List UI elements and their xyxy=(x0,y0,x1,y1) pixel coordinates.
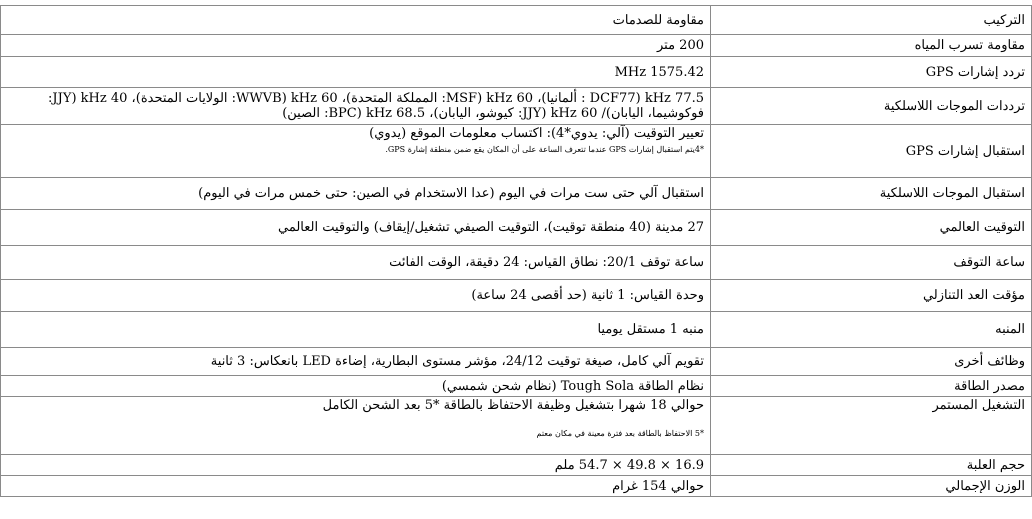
row-value: 27 مدينة (40 منطقة توقيت)، التوقيت الصيفي تشغيل/إيقاف) والتوقيت العالمي xyxy=(1,210,711,246)
table-row xyxy=(1,476,1032,497)
row-label: التركيب xyxy=(711,6,1032,35)
specifications-table xyxy=(0,5,1032,497)
row-value-cell xyxy=(1,125,711,178)
row-label: وظائف أخرى xyxy=(711,348,1032,376)
table-row xyxy=(1,57,1032,88)
row-label: التشغيل المستمر xyxy=(711,397,1032,455)
row-value: حوالي 154 غرام xyxy=(1,476,711,497)
row-label: المنبه xyxy=(711,312,1032,348)
row-label: حجم العلبة xyxy=(711,455,1032,476)
row-value: ساعة توقف 20/1: نطاق القياس: 24 دقيقة، الوقت الفائت xyxy=(1,246,711,280)
row-value: 200 متر xyxy=(1,35,711,57)
row-label: التوقيت العالمي xyxy=(711,210,1032,246)
footnote: *4يتم استقبال إشارات GPS عندما تتعرف الساعة على أن المكان يقع ضمن منطقة إشارة GPS. xyxy=(385,145,704,154)
table-row xyxy=(1,455,1032,476)
row-value: استقبال آلي حتى ست مرات في اليوم (عدا الاستخدام في الصين: حتى خمس مرات في اليوم) xyxy=(1,178,711,210)
row-label: ساعة التوقف xyxy=(711,246,1032,280)
table-row xyxy=(1,280,1032,312)
table-row xyxy=(1,178,1032,210)
row-label: تردد إشارات GPS xyxy=(711,57,1032,88)
row-value: تعيير التوقيت (آلي: يدوي*4): اكتساب معلومات الموقع (يدوي) xyxy=(369,126,704,141)
row-value: تقويم آلي كامل، صيغة توقيت 24/12، مؤشر مستوى البطارية، إضاءة LED بانعكاس: 3 ثانية xyxy=(1,348,711,376)
row-value: 1575.42 MHz xyxy=(1,57,711,88)
row-label: مؤقت العد التنازلي xyxy=(711,280,1032,312)
table-row xyxy=(1,35,1032,57)
row-value-cell xyxy=(1,397,711,455)
table-row xyxy=(1,125,1032,178)
table-row xyxy=(1,312,1032,348)
table-row xyxy=(1,348,1032,376)
table-row xyxy=(1,6,1032,35)
row-label: مصدر الطاقة xyxy=(711,376,1032,397)
row-value: منبه 1 مستقل يوميا xyxy=(1,312,711,348)
table-row xyxy=(1,246,1032,280)
row-value: 77.5 kHz (DCF77 : ألمانيا)، 60 kHz (MSF: المملكة المتحدة)، 60 kHz (WWVB: الولايات المتحدة)، 40 kHz (JJY: فوكوشيما، اليابان)/ 60 kHz (JJY: كيوشو، اليابان)، 68.5 kHz (BPC: الصين) xyxy=(1,88,711,125)
table-row xyxy=(1,88,1032,125)
row-value: حوالي 18 شهرا بتشغيل وظيفة الاحتفاظ بالطاقة *5 بعد الشحن الكامل xyxy=(322,398,704,413)
row-label: استقبال إشارات GPS xyxy=(711,125,1032,178)
footnote: *5 الاحتفاظ بالطاقة بعد فترة معينة في مكان معتم xyxy=(536,429,704,438)
row-value: مقاومة للصدمات xyxy=(1,6,711,35)
row-value: 16.9 × 49.8 × 54.7 ملم xyxy=(1,455,711,476)
table-row xyxy=(1,376,1032,397)
row-label: استقبال الموجات اللاسلكية xyxy=(711,178,1032,210)
row-label: ترددات الموجات اللاسلكية xyxy=(711,88,1032,125)
row-value: وحدة القياس: 1 ثانية (حد أقصى 24 ساعة) xyxy=(1,280,711,312)
row-label: الوزن الإجمالي xyxy=(711,476,1032,497)
row-label: مقاومة تسرب المياه xyxy=(711,35,1032,57)
table-row xyxy=(1,210,1032,246)
table-row xyxy=(1,397,1032,455)
row-value: نظام الطاقة Tough Sola (نظام شحن شمسي) xyxy=(1,376,711,397)
